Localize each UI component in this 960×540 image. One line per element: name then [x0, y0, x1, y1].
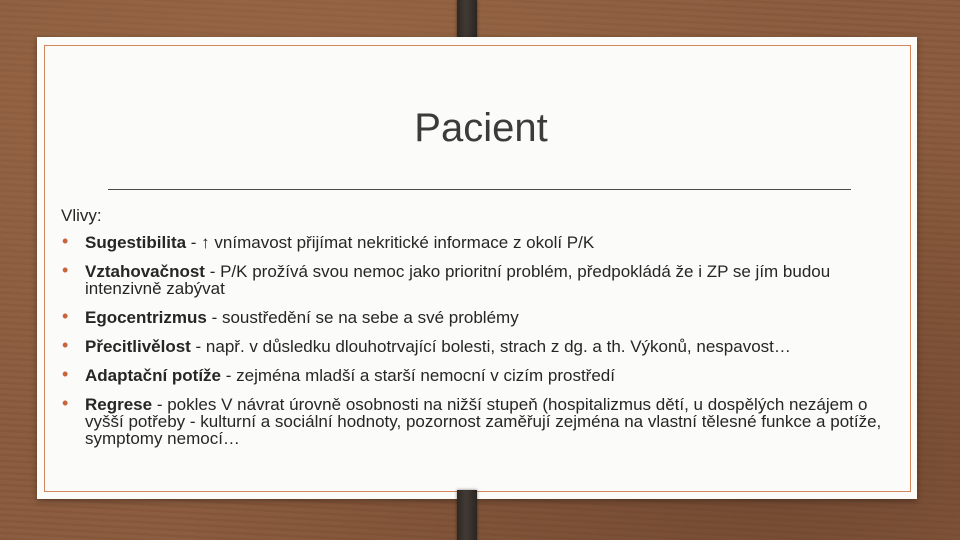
item-term: Sugestibilita — [85, 233, 187, 252]
bullet-icon: • — [62, 364, 69, 384]
list-item — [61, 231, 891, 252]
item-text: - např. v důsledku dlouhotrvající bolesti, strach z dg. a th. Výkonů, nespavost… — [190, 337, 791, 356]
bullet-icon: • — [62, 335, 69, 355]
binder-strip-bottom — [457, 490, 477, 540]
item-term: Adaptační potíže — [85, 366, 222, 385]
item-term: Egocentrizmus — [85, 308, 207, 327]
list-item — [61, 393, 891, 448]
item-text: - soustředění se na sebe a své problémy — [206, 308, 519, 327]
item-text: - ↑ vnímavost přijímat nekritické informace z okolí P/K — [186, 233, 595, 252]
item-text: - pokles V návrat úrovně osobnosti na nižší stupeň (hospitalizmus dětí, u dospělých nezájem o vyšší potřeby - kulturní a sociální hodnoty, pozornost zaměřují zejména na vlastní tělesné funkce a potíže, symptomy nemocí… — [85, 395, 882, 448]
item-term: Přecitlivělost — [85, 337, 191, 356]
bullet-icon: • — [62, 231, 69, 251]
title-divider — [108, 189, 851, 190]
slide-content — [61, 207, 891, 459]
list-item — [61, 364, 891, 385]
item-text: - zejména mladší a starší nemocní v cizím prostředí — [221, 366, 615, 385]
slide-title: Pacient — [414, 106, 548, 150]
item-term: Regrese — [85, 395, 153, 414]
bullet-icon: • — [62, 393, 69, 413]
list-item — [61, 306, 891, 327]
bullet-icon: • — [62, 306, 69, 326]
item-term: Vztahovačnost — [85, 262, 205, 281]
list-item — [61, 335, 891, 356]
item-text: - P/K prožívá svou nemoc jako prioritní problém, předpokládá že i ZP se jím budou intenzivně zabývat — [85, 262, 831, 298]
intro-label: Vlivy: — [61, 206, 102, 225]
bullet-icon: • — [62, 260, 69, 280]
list-item — [61, 260, 891, 298]
bullet-list — [61, 231, 891, 448]
